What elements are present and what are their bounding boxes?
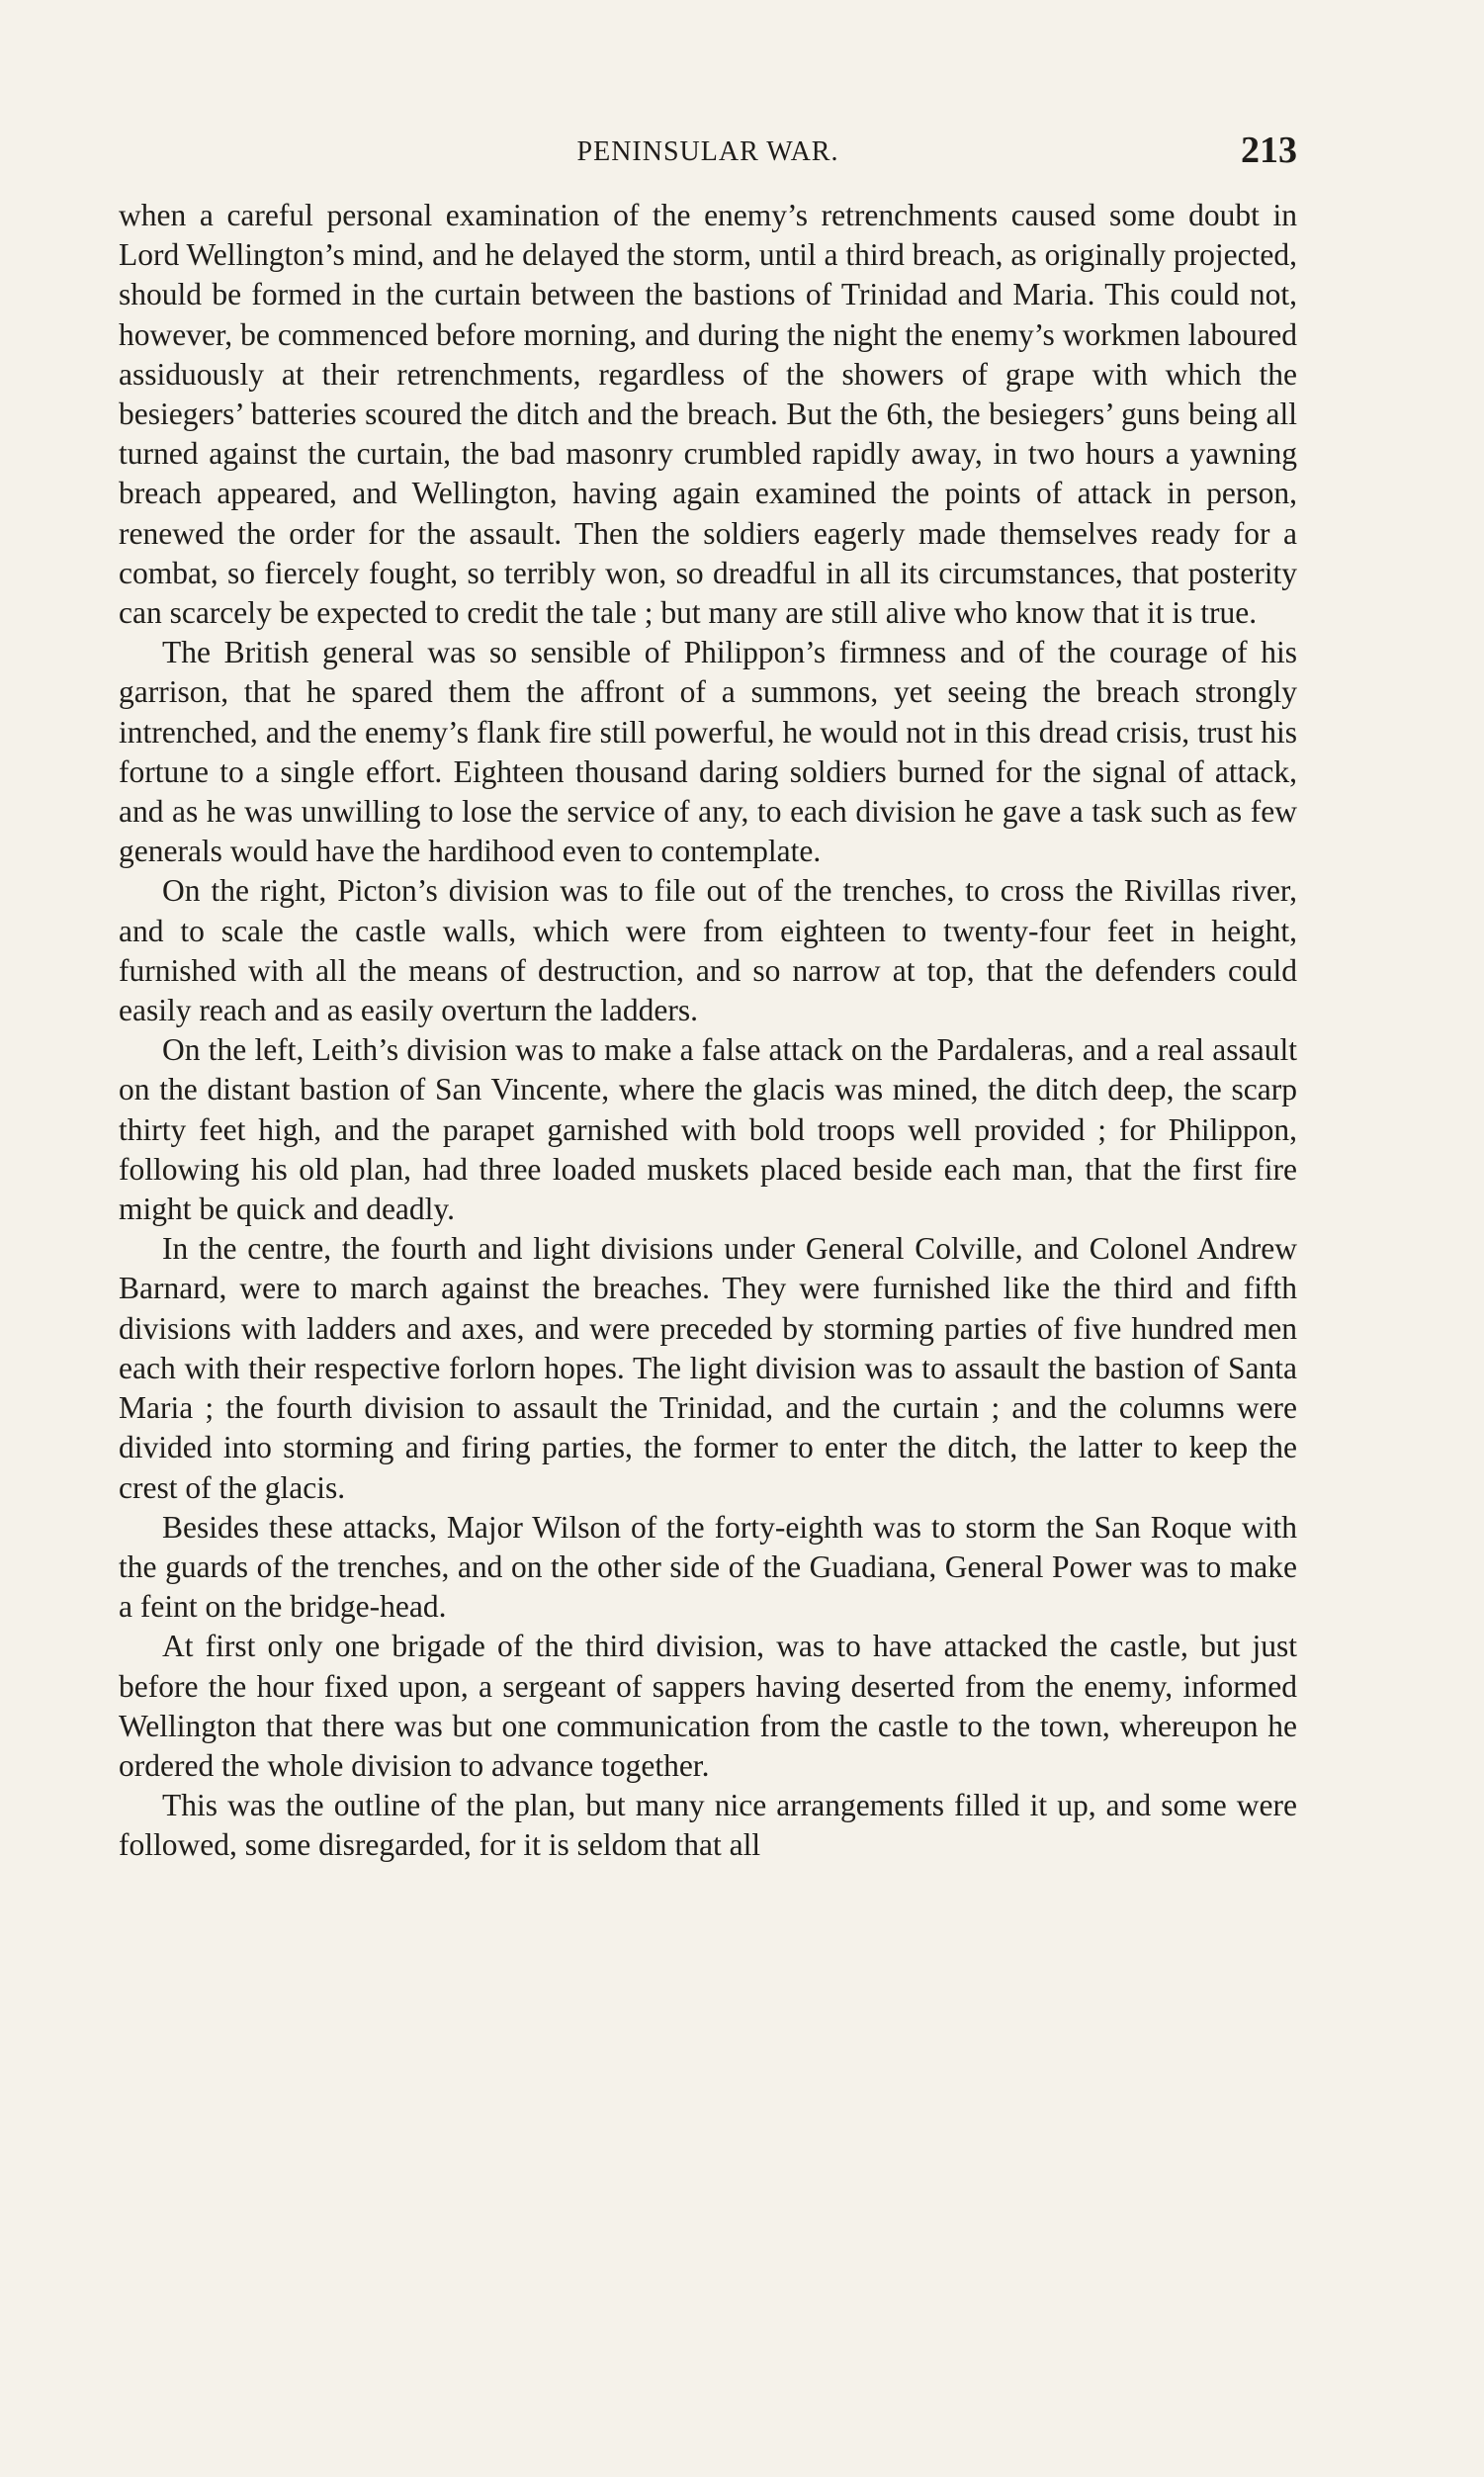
paragraph: On the left, Leith’s division was to make a false attack on the Pardaleras, and a real assault on the distant bastion of San Vincente, where the glacis was mined, the ditch deep, the scarp thirty feet high, and the parapet garnished with bold troops well provided ; for Philippon, following his old plan, had three loaded muskets placed beside each man, that the first fire might be quick and deadly. (119, 1032, 1297, 1227)
paragraph: In the centre, the fourth and light divisions under General Colville, and Colonel Andrew Barnard, were to march against the breaches. They were furnished like the third and fifth divisions with ladders and axes, and were preceded by storming parties of five hundred men each with their respective forlorn hopes. The light division was to assault the bastion of Santa Maria ; the fourth division to assault the Trinidad, and the curtain ; and the columns were divided into storming and firing parties, the former to enter the ditch, the latter to keep the crest of the glacis. (119, 1231, 1297, 1505)
body-text (119, 196, 1297, 1866)
paragraph: At first only one brigade of the third division, was to have attacked the castle, but just before the hour fixed upon, a sergeant of sappers having deserted from the enemy, informed Wellington that there was but one communication from the castle to the town, whereupon he ordered the whole division to advance together. (119, 1629, 1297, 1783)
running-head (119, 129, 1297, 178)
paragraph: when a careful personal examination of the enemy’s retrenchments caused some doubt in Lord Wellington’s mind, and he delayed the storm, until a third breach, as originally projected, should be formed in the curtain between the bastions of Trinidad and Maria. This could not, however, be commenced before morning, and during the night the enemy’s workmen laboured assiduously at their retrenchments, regardless of the showers of grape with which the besiegers’ batteries scoured the ditch and the breach. But the 6th, the besiegers’ guns being all turned against the curtain, the bad masonry crumbled rapidly away, in two hours a yawning breach appeared, and Wellington, having again examined the points of attack in person, renewed the order for the assault. Then the soldiers eagerly made themselves ready for a combat, so fiercely fought, so terribly won, so dreadful in all its circumstances, that posterity can scarcely be expected to credit the tale ; but many are still alive who know that it is true. (119, 198, 1297, 631)
paragraph: The British general was so sensible of Philippon’s firmness and of the courage of his garrison, that he spared them the affront of a summons, yet seeing the breach strongly intrenched, and the enemy’s flank fire still powerful, he would not in this dread crisis, trust his fortune to a single effort. Eighteen thousand daring soldiers burned for the signal of attack, and as he was unwilling to lose the service of any, to each division he gave a task such as few generals would have the hardihood even to contemplate. (119, 635, 1297, 869)
paragraph: Besides these attacks, Major Wilson of the forty-eighth was to storm the San Roque with the guards of the trenches, and on the other side of the Guadiana, General Power was to make a feint on the bridge-head. (119, 1509, 1297, 1625)
page-number: 213 (1241, 130, 1297, 171)
paragraph: This was the outline of the plan, but many nice arrangements filled it up, and some were followed, some disregarded, for it is seldom that all (119, 1788, 1297, 1863)
running-title: PENINSULAR WAR. (576, 136, 839, 167)
paragraph: On the right, Picton’s division was to file out of the trenches, to cross the Rivillas river, and to scale the castle walls, which were from eighteen to twenty-four feet in height, furnished with all the means of destruction, and so narrow at top, that the defenders could easily reach and as easily overturn the ladders. (119, 873, 1297, 1028)
